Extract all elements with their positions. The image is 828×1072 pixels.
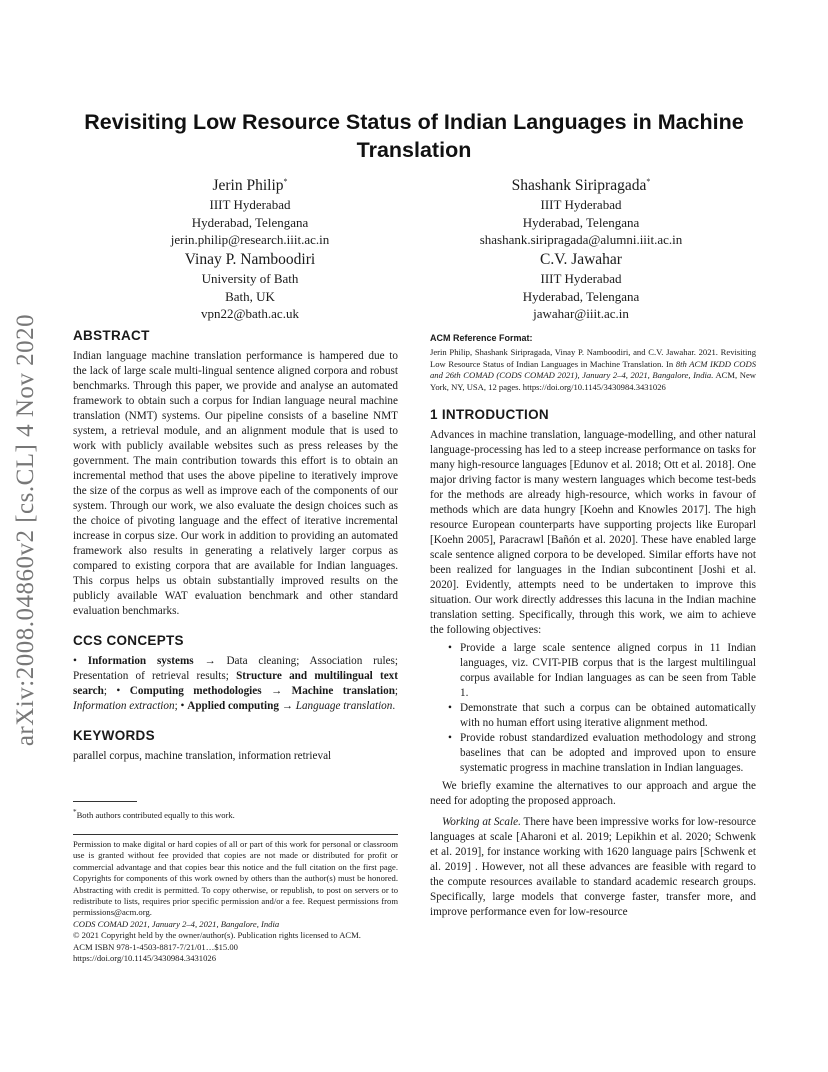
arxiv-stamp-text: arXiv:2008.04860v2 [cs.CL] 4 Nov 2020 — [12, 313, 39, 747]
permission-copyright: © 2021 Copyright held by the owner/author(s). Publication rights licensed to ACM. — [73, 930, 361, 941]
author-affiliation: IIIT Hyderabad — [540, 197, 622, 213]
author-location: Hyderabad, Telengana — [191, 214, 309, 230]
right-column — [430, 333, 756, 920]
author-name: Shashank Siripragada — [511, 177, 647, 195]
acm-ref-text: Jerin Philip, Shashank Siripragada, Vinay P. Namboodiri, and C.V. Jawahar. 2021. Revisiting Low Resource Status of Indian Languages in Machine Translation. In 8th ACM IKDD CODS and 26th COMAD (CODS COMAD 2021), January 2–4, 2021, Bangalore, India. ACM, New York, NY, USA, 12 pages. https://doi.org/10.1145/3430984.3431026 — [430, 347, 757, 392]
keywords-heading: KEYWORDS — [73, 728, 155, 743]
author-block-3 — [130, 250, 370, 323]
author-block-4 — [440, 250, 722, 323]
ccs-concepts: • Information systems → Data cleaning; Association rules; Presentation of retrieval results; Structure and multilingual text search; • Computing methodologies → Machine translation; Information extraction; • Applied computing → Language translation. — [73, 655, 399, 712]
permission-rule — [73, 834, 398, 835]
abstract-heading: ABSTRACT — [73, 328, 150, 343]
arxiv-stamp — [6, 300, 46, 760]
author-affiliation: IIIT Hyderabad — [209, 197, 291, 213]
permission-block — [73, 839, 398, 964]
author-email: shashank.siripragada@alumni.iiit.ac.in — [479, 232, 683, 248]
intro-heading: 1 INTRODUCTION — [430, 407, 549, 423]
author-block-1 — [130, 172, 370, 249]
footnote-rule — [73, 801, 137, 802]
acm-ref-heading: ACM Reference Format: — [430, 333, 533, 343]
left-column — [73, 328, 398, 764]
intro-p1: Advances in machine translation, language-modelling, and other natural language-processing has led to a steep increase performance on tasks for many high-resource languages [Edunov et al. 2018; Ott et al. 2018]. One major driving factor is many western languages which become test-beds for the methods are already high-resource, which works in favour of methods which are data hungry [Koehn and Knowles 2017]. The high resource European counterparts have supporting projects like Europarl [Koehn 2005], Paracrawl [Bañón et al. 2020]. These have enabled large scale sentence aligned corpora to be developed. Similar efforts have not been realized for languages in the Indian subcontinent [Joshi et al. 2020]. Evidently, attempts need to be undertaken to improve this situation. Our work directly addresses this lacuna in the Indian machine translation setting. Specifically, through this work, we aim to achieve the following objectives: — [430, 429, 756, 637]
footnote: *Both authors contributed equally to this work. — [73, 808, 235, 820]
author-block-2 — [440, 172, 722, 249]
author-location: Bath, UK — [225, 288, 275, 304]
author-affiliation: University of Bath — [201, 271, 299, 286]
permission-isbn: ACM ISBN 978-1-4503-8817-7/21/01…$15.00 — [73, 941, 238, 952]
paper-title: Revisiting Low Resource Status of Indian Languages in Machine Translation — [84, 110, 744, 162]
abstract-text: Indian language machine translation performance is hampered due to the lack of large scale multi-lingual sentence aligned corpora and robust benchmarks. Through this paper, we provide and analyse an automated framework to obtain such a corpus for Indian language neural machine translation (NMT) systems. Our pipeline consists of a baseline NMT system, a retrieval module, and an alignment module that is used to work with publicly available websites such as press releases by the government. The main contribution towards this effort is to obtain an incremental method that uses the above pipeline to iteratively improve the size of the corpus as well as improve each of the components of our system. Through our work, we also evaluate the design choices such as the choice of pivoting language and the effect of iterative incremental increase in corpus size. Our work in addition to providing an automated framework also results in generating a relatively larger corpus as compared to existing corpora that are available for Indian languages. This corpus helps us obtain substantially improved results on the publicly available WAT evaluation benchmark and other standard evaluation benchmarks. — [73, 350, 398, 617]
list-item: • Demonstrate that such a corpus can be obtained automatically with no human effort using iterative alignment method. — [442, 701, 756, 731]
author-name: Vinay P. Namboodiri — [184, 251, 316, 268]
author-email: vpn22@bath.ac.uk — [201, 306, 299, 321]
permission-text: Permission to make digital or hard copies of all or part of this work for personal or classroom use is granted without fee provided that copies are not made or distributed for profit or commercial advantage and that copies bear this notice and the full citation on the first page. Copyrights for components of this work owned by others than the author(s) must be honored. Abstracting with credit is permitted. To copy otherwise, or republish, to post on servers or to redistribute to lists, requires prior specific permission and/or a fee. Request permissions from permissions@acm.org. — [73, 839, 398, 918]
keywords-text: parallel corpus, machine translation, information retrieval — [73, 750, 332, 762]
permission-doi[interactable]: https://doi.org/10.1145/3430984.3431026 — [73, 953, 216, 964]
author-name: C.V. Jawahar — [540, 251, 622, 268]
list-item: • Provide a large scale sentence aligned corpus in 11 Indian languages, viz. CVIT-PIB corpus that is the largest multilingual corpus available for Indian languages as can be seen from Table 1. — [442, 641, 756, 701]
ccs-heading: CCS CONCEPTS — [73, 633, 184, 648]
author-location: Hyderabad, Telengana — [522, 214, 640, 230]
author-name: Jerin Philip — [212, 177, 284, 195]
permission-venue: CODS COMAD 2021, January 2–4, 2021, Bangalore, India — [73, 918, 280, 929]
intro-p2: We briefly examine the alternatives to our approach and argue the need for adopting the proposed approach. — [430, 780, 756, 808]
author-mark: * — [646, 177, 651, 186]
author-email: jawahar@iiit.ac.in — [533, 306, 629, 321]
author-affiliation: IIIT Hyderabad — [540, 271, 622, 286]
intro-p3: Working at Scale. There have been impressive works for low-resource languages at scale [Aharoni et al. 2019; Lepikhin et al. 2020; Schwenk et al. 2019], for instance working with 1620 language pairs [Schwenk et al. 2019] . However, not all these advances are feasible with regard to the compute resources available to standard academic research groups. Specifically, large models that converge faster, transfer more, and improve performance even for low-resource — [430, 816, 756, 919]
author-location: Hyderabad, Telengana — [522, 288, 640, 304]
author-email: jerin.philip@research.iiit.ac.in — [170, 232, 330, 248]
list-item: • Provide robust standardized evaluation methodology and strong baselines that can be adopted and improved upon to ensure systematic progress in machine translation in Indian languages. — [442, 731, 756, 776]
intro-objectives-list — [442, 641, 756, 776]
author-mark: * — [283, 177, 288, 186]
